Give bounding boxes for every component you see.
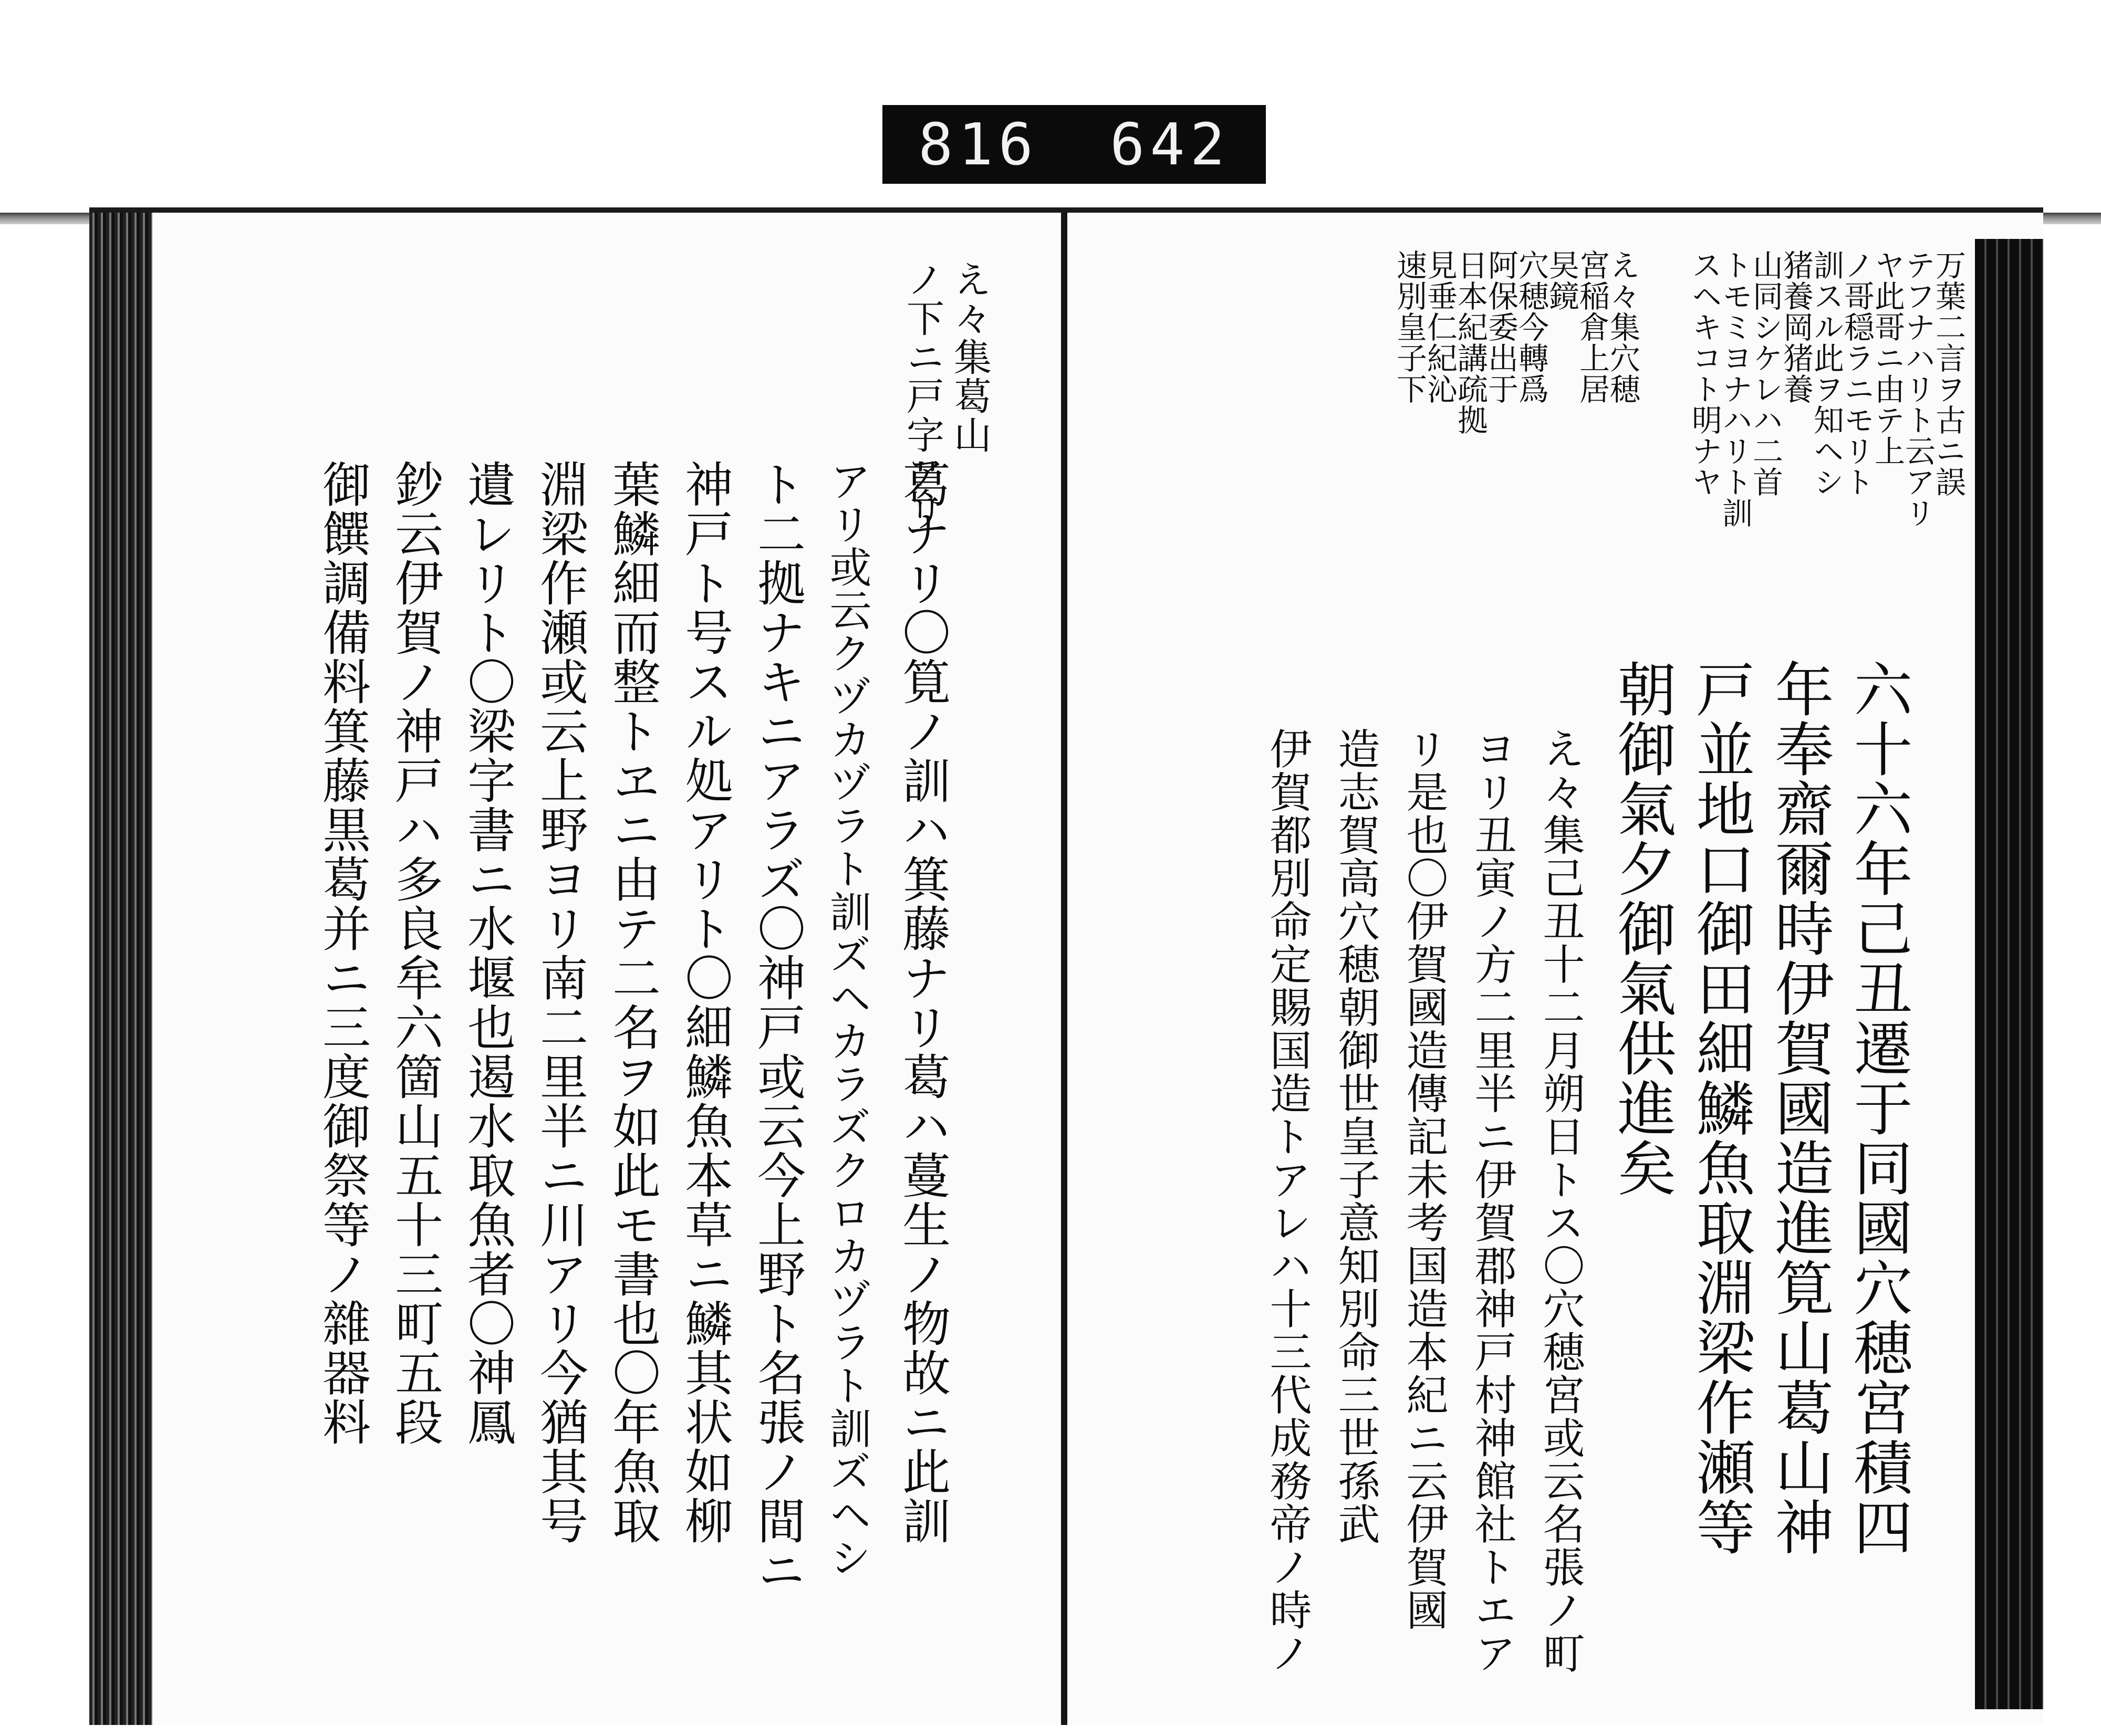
right-note-16: 見垂仁紀沁 [1422,249,1458,404]
right-note-7: 山同シケレハ二首 [1748,249,1783,497]
left-page [163,228,1056,1709]
archive-number-left: 816 [918,111,1038,178]
right-page [1077,228,1970,1709]
right-note-17: 速別皇子下 [1391,249,1427,404]
right-column-1: 六十六年己丑遷于同國穴穂宮積四 [1844,659,1912,1557]
left-note-2: ノ下ニ戸字アリ [900,260,944,532]
right-column-4: 朝御氣夕御氣供進矣 [1608,659,1676,1198]
book-edge-left [89,213,152,1725]
right-note-12: 旲鏡 [1544,249,1579,311]
left-note-1: え々集葛山 [948,260,992,454]
book-edge-right [1975,239,2043,1709]
right-column-8: 造志賀高穴穂朝御世皇子意知別命三世孫武 [1331,727,1380,1545]
right-note-9: スヘキコト明ナヤ [1687,249,1722,497]
left-column-6: 淵梁作瀬或云上野ヨリ南二里半ニ川アリ今猶其号 [532,459,588,1545]
right-note-8: トモミヨナハリト訓 [1717,249,1753,528]
right-column-9: 伊賀都別命定賜国造トアレハ十三代成務帝ノ時ノ [1263,727,1312,1675]
archive-number-right: 642 [1110,111,1230,178]
book-gutter [1061,213,1067,1725]
left-column-7: 遺レリト〇梁字書ニ水堰也遏水取魚者〇神鳳 [460,459,516,1447]
left-column-2: アリ或云クヅカヅラト訓ズヘカラズクロカヅラト訓ズヘシ [823,459,871,1579]
right-note-13: 穴穂今轉爲 [1513,249,1549,404]
right-column-3: 戸並地口御田細鱗魚取淵梁作瀬等 [1687,659,1755,1557]
right-note-11: 宮稲倉上居 [1574,249,1610,404]
open-book [89,207,2043,1725]
left-column-8: 鈔云伊賀ノ神戸ハ多良牟六箇山五十三町五段 [387,459,443,1447]
right-column-7: リ是也〇伊賀國造傳記未考国造本紀ニ云伊賀國 [1399,727,1448,1632]
right-note-3: ヤ此哥ニ由テ上 [1869,249,1905,466]
right-column-5: え々集己丑十二月朔日トス〇穴穂宮或云名張ノ町 [1536,727,1585,1675]
right-note-5: 訓スル此ヲ知ヘシ [1808,249,1844,497]
archive-label [882,105,1266,184]
left-column-9: 御饌調備料箕藤黒葛并ニ三度御祭等ノ雜器料 [315,459,371,1447]
right-note-15: 日本紀講疏拠 [1452,249,1488,435]
right-note-4: ノ哥穏ラニモリト [1839,249,1875,497]
right-note-2: テフナハリト云アリ [1900,249,1936,528]
right-column-6: ヨリ丑寅ノ方二里半ニ伊賀郡神戸村神館社トエア [1468,727,1516,1675]
left-column-5: 葉鱗細而整トヱニ由テ二名ヲ如此モ書也〇年魚取 [605,459,661,1545]
left-column-1: 葛ナリ〇筧ノ訓ハ箕藤ナリ葛ハ蔓生ノ物故ニ此訓 [895,459,951,1545]
right-note-6: 猪養岡猪養 [1778,249,1814,404]
right-note-14: 阿保委出于 [1483,249,1518,404]
right-column-2: 年奉齋爾時伊賀國造進筧山葛山神 [1765,659,1834,1557]
left-column-3: ト二拠ナキニアラズ〇神戸或云今上野ト名張ノ間ニ [750,459,806,1595]
right-note-1: 万葉二言ヲ古ニ誤 [1930,249,1966,497]
left-column-4: 神戸ト号スル処アリト〇細鱗魚本草ニ鱗其状如柳 [677,459,733,1545]
right-note-10: え々集穴穂 [1605,249,1640,404]
